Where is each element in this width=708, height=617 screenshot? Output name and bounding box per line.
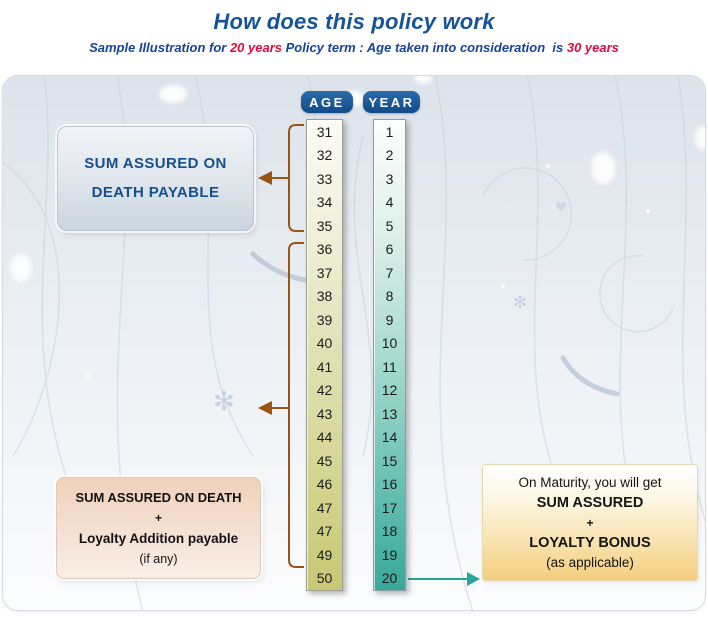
age-cell: 37 bbox=[316, 264, 333, 281]
plus-sign: + bbox=[586, 516, 594, 530]
maturity-line1: On Maturity, you will get bbox=[518, 475, 662, 490]
year-column bbox=[373, 119, 406, 591]
year-cell: 16 bbox=[381, 476, 398, 493]
age-column-header: AGE bbox=[301, 91, 353, 113]
age-cell: 31 bbox=[316, 123, 333, 140]
year-cell: 13 bbox=[381, 405, 398, 422]
age-cell: 34 bbox=[316, 194, 333, 211]
age-cell: 47 bbox=[316, 523, 333, 540]
year-column-header: YEAR bbox=[363, 91, 420, 113]
year-cell: 14 bbox=[381, 429, 398, 446]
age-cell: 49 bbox=[316, 546, 333, 563]
age-cell: 47 bbox=[316, 499, 333, 516]
death-loyalty-box bbox=[56, 477, 261, 579]
age-cell: 44 bbox=[316, 429, 333, 446]
year-cell: 7 bbox=[385, 264, 394, 281]
age-cell: 36 bbox=[316, 241, 333, 258]
page-title: How does this policy work bbox=[213, 9, 495, 34]
year-cell: 18 bbox=[381, 523, 398, 540]
maturity-line4: (as applicable) bbox=[546, 555, 634, 570]
maturity-box bbox=[482, 464, 698, 581]
maturity-line3: LOYALTY BONUS bbox=[529, 535, 651, 551]
age-column bbox=[306, 119, 343, 591]
age-cell: 46 bbox=[316, 476, 333, 493]
age-cell: 50 bbox=[316, 570, 333, 587]
subtitle-policy-term: 20 years bbox=[229, 40, 282, 55]
year-cell: 17 bbox=[381, 499, 398, 516]
death-loyalty-line1: SUM ASSURED ON DEATH bbox=[75, 490, 242, 505]
age-cell: 33 bbox=[316, 170, 333, 187]
maturity-line2: SUM ASSURED bbox=[536, 495, 644, 511]
subtitle-text: Sample Illustration for bbox=[89, 40, 230, 55]
age-cell: 39 bbox=[316, 311, 333, 328]
age-cell: 35 bbox=[316, 217, 333, 234]
year-cell: 15 bbox=[381, 452, 398, 469]
death-payable-box bbox=[57, 126, 254, 231]
age-cell: 43 bbox=[316, 405, 333, 422]
year-cell: 8 bbox=[385, 288, 394, 305]
age-cell: 38 bbox=[316, 288, 333, 305]
age-cell: 45 bbox=[316, 452, 333, 469]
year-cell: 19 bbox=[381, 546, 398, 563]
year-cell: 1 bbox=[385, 123, 394, 140]
heart-icon: ♥ bbox=[555, 200, 568, 216]
page-subtitle bbox=[0, 40, 708, 55]
illustration-panel bbox=[2, 75, 706, 611]
flower-icon: ✻ bbox=[513, 293, 528, 313]
year-cell: 20 bbox=[381, 570, 398, 587]
age-cell: 41 bbox=[316, 358, 333, 375]
death-loyalty-line3: (if any) bbox=[139, 552, 178, 566]
year-cell: 10 bbox=[381, 335, 398, 352]
year-cell: 6 bbox=[385, 241, 394, 258]
subtitle-age: 30 years bbox=[566, 40, 619, 55]
year-cell: 11 bbox=[382, 358, 397, 375]
year-cell: 4 bbox=[385, 194, 394, 211]
year-cell: 9 bbox=[385, 311, 394, 328]
age-cell: 42 bbox=[316, 382, 333, 399]
flower-icon: ✻ bbox=[213, 387, 235, 417]
age-cell: 40 bbox=[316, 335, 333, 352]
death-payable-line2: DEATH PAYABLE bbox=[91, 183, 220, 201]
year-cell: 3 bbox=[385, 170, 394, 187]
plus-sign: + bbox=[154, 511, 162, 525]
age-cell: 32 bbox=[316, 147, 333, 164]
subtitle-text: Policy term : Age taken into consideration is bbox=[282, 40, 567, 55]
year-cell: 5 bbox=[385, 217, 394, 234]
death-payable-line1: SUM ASSURED ON bbox=[84, 155, 227, 172]
death-loyalty-line2: Loyalty Addition payable bbox=[78, 531, 239, 546]
year-cell: 12 bbox=[381, 382, 398, 399]
year-cell: 2 bbox=[385, 147, 394, 164]
